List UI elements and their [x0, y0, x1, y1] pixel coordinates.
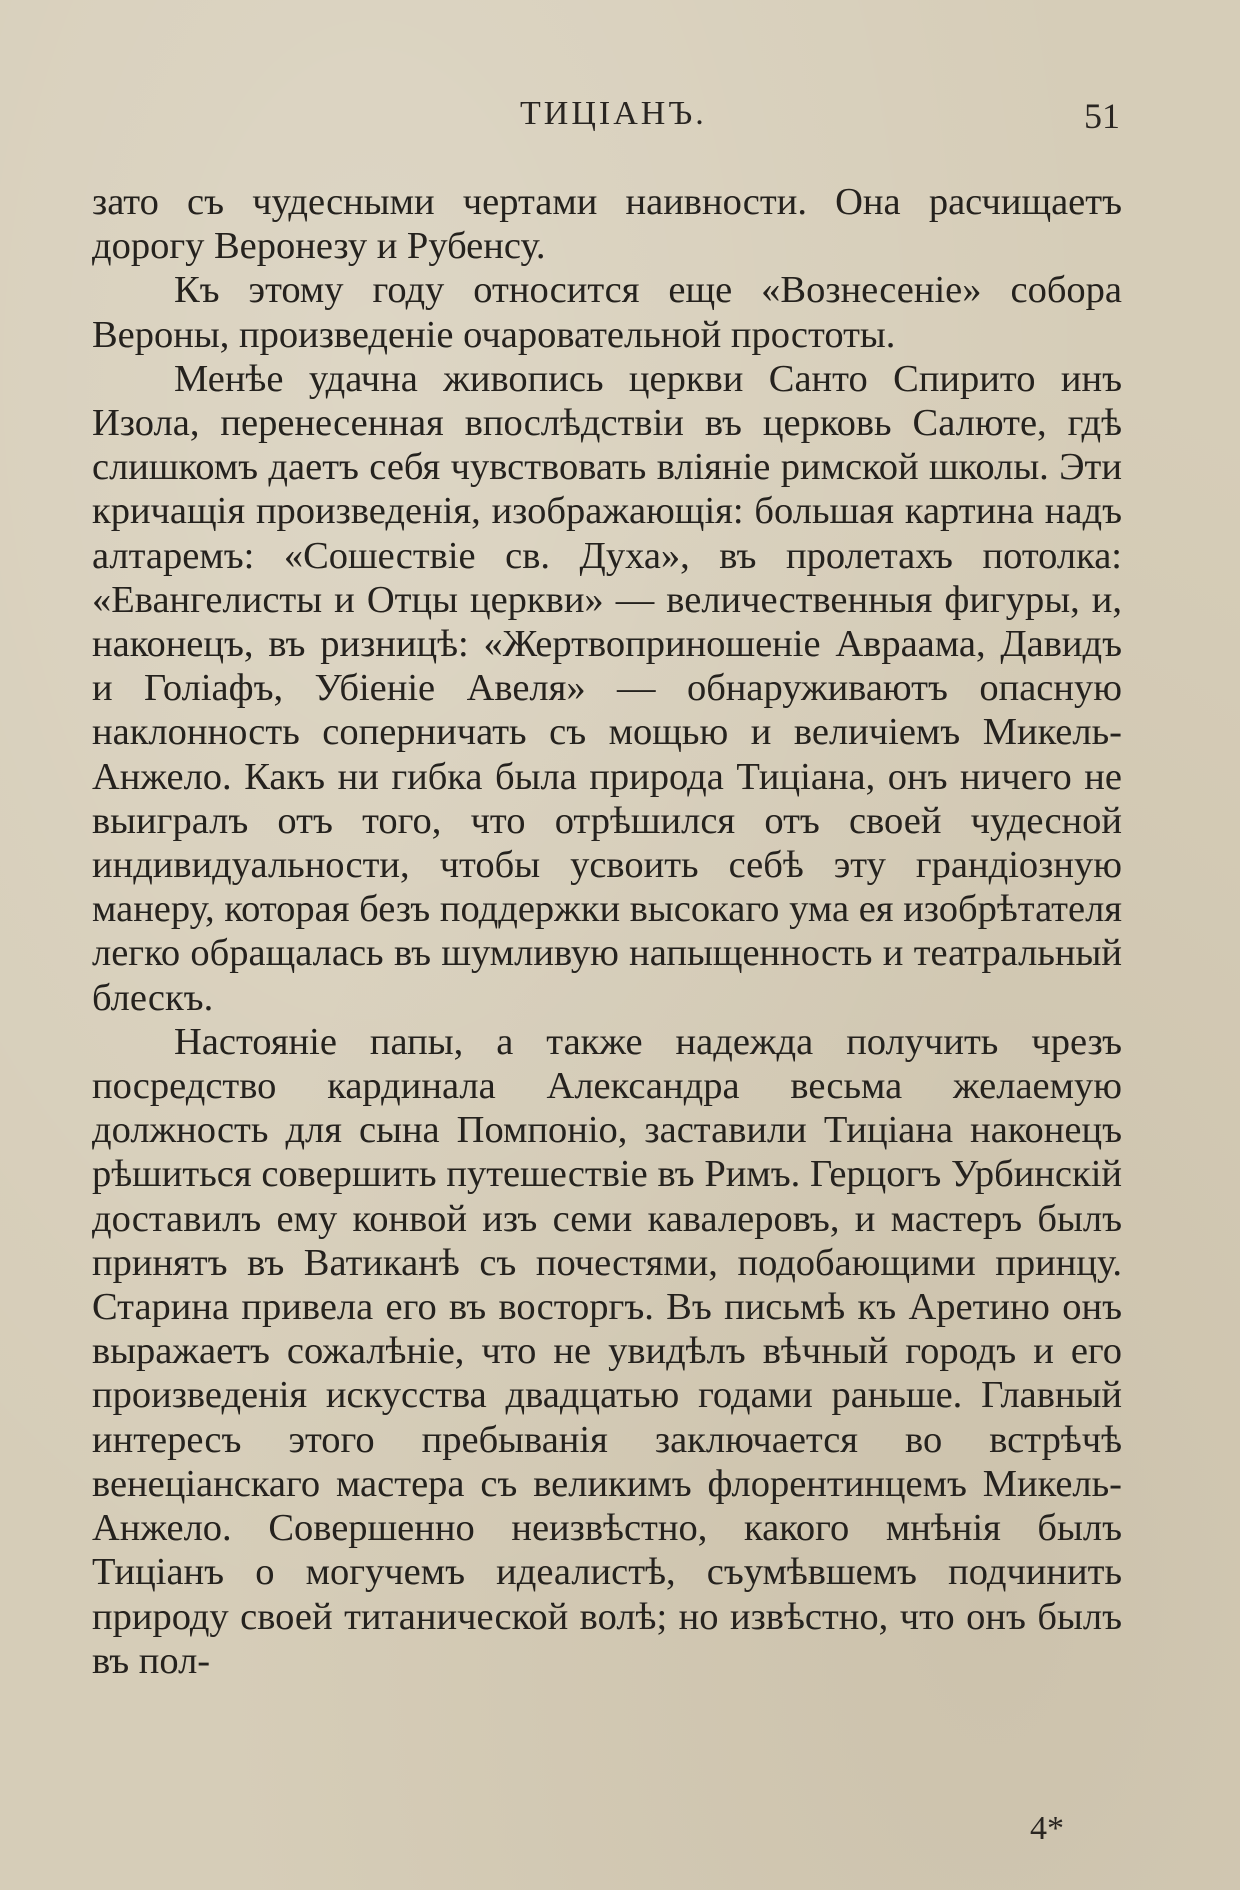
printer-signature-mark: 4*: [1030, 1810, 1064, 1847]
running-head: [0, 95, 1240, 145]
paragraph-continuation: зато съ чудесными чертами наивности. Она расчищаетъ дорогу Веронезу и Рубенсу.: [92, 181, 1122, 268]
paragraph-verona-ascension: Къ этому году относится еще «Вознесеніе» собора Вероны, произведеніе очаровательной простоты.: [92, 269, 1122, 356]
paragraph-rome-journey: Настояніе папы, а также надежда получить чрезъ посредство кардинала Александра весьма желаемую должность для сына Помпоніо, заставили Тиціана наконецъ рѣшиться совершить путешествіе въ Римъ. Герцогъ Урбинскій доставилъ ему конвой изъ семи кавалеровъ, и мастеръ былъ принятъ въ Ватиканѣ съ почестями, подобающими принцу. Старина привела его въ восторгъ. Въ письмѣ къ Аретино онъ выражаетъ сожалѣніе, что не увидѣлъ вѣчный городъ и его произведенія искусства двадцатью годами раньше. Главный интересъ этого пребыванія заключается во встрѣчѣ венеціанскаго мастера съ великимъ флорентинцемъ Микель-Анжело. Совершенно неизвѣстно, какого мнѣнія былъ Тиціанъ о могучемъ идеалистѣ, съумѣвшемъ подчинить природу своей титанической волѣ; но извѣстно, что онъ былъ въ пол-: [92, 1020, 1122, 1682]
paragraph-santo-spirito: Менѣе удачна живопись церкви Санто Спирито инъ Изола, перенесенная впослѣдствіи въ церковь Салюте, гдѣ слишкомъ даетъ себя чувствовать вліяніе римской школы. Эти кричащія произведенія, изображающія: большая картина надъ алтаремъ: «Сошествіе св. Духа», въ пролетахъ потолка: «Евангелисты и Отцы церкви» — величественныя фигуры, и, наконецъ, въ ризницѣ: «Жертвоприношеніе Авраама, Давидъ и Голіафъ, Убіеніе Авеля» — обнаруживаютъ опасную наклонность соперничать съ мощью и величіемъ Микель-Анжело. Какъ ни гибка была природа Тиціана, онъ ничего не выигралъ отъ того, что отрѣшился отъ своей чудесной индивидуальности, чтобы усвоить себѣ эту грандіозную манеру, которая безъ поддержки высокаго ума ея изобрѣтателя легко обращалась въ шумливую напыщенность и театральный блескъ.: [92, 357, 1122, 1019]
page-number: 51: [1084, 96, 1120, 136]
running-title: ТИЦІАНЪ.: [520, 95, 707, 132]
body-text: [92, 180, 1122, 1683]
